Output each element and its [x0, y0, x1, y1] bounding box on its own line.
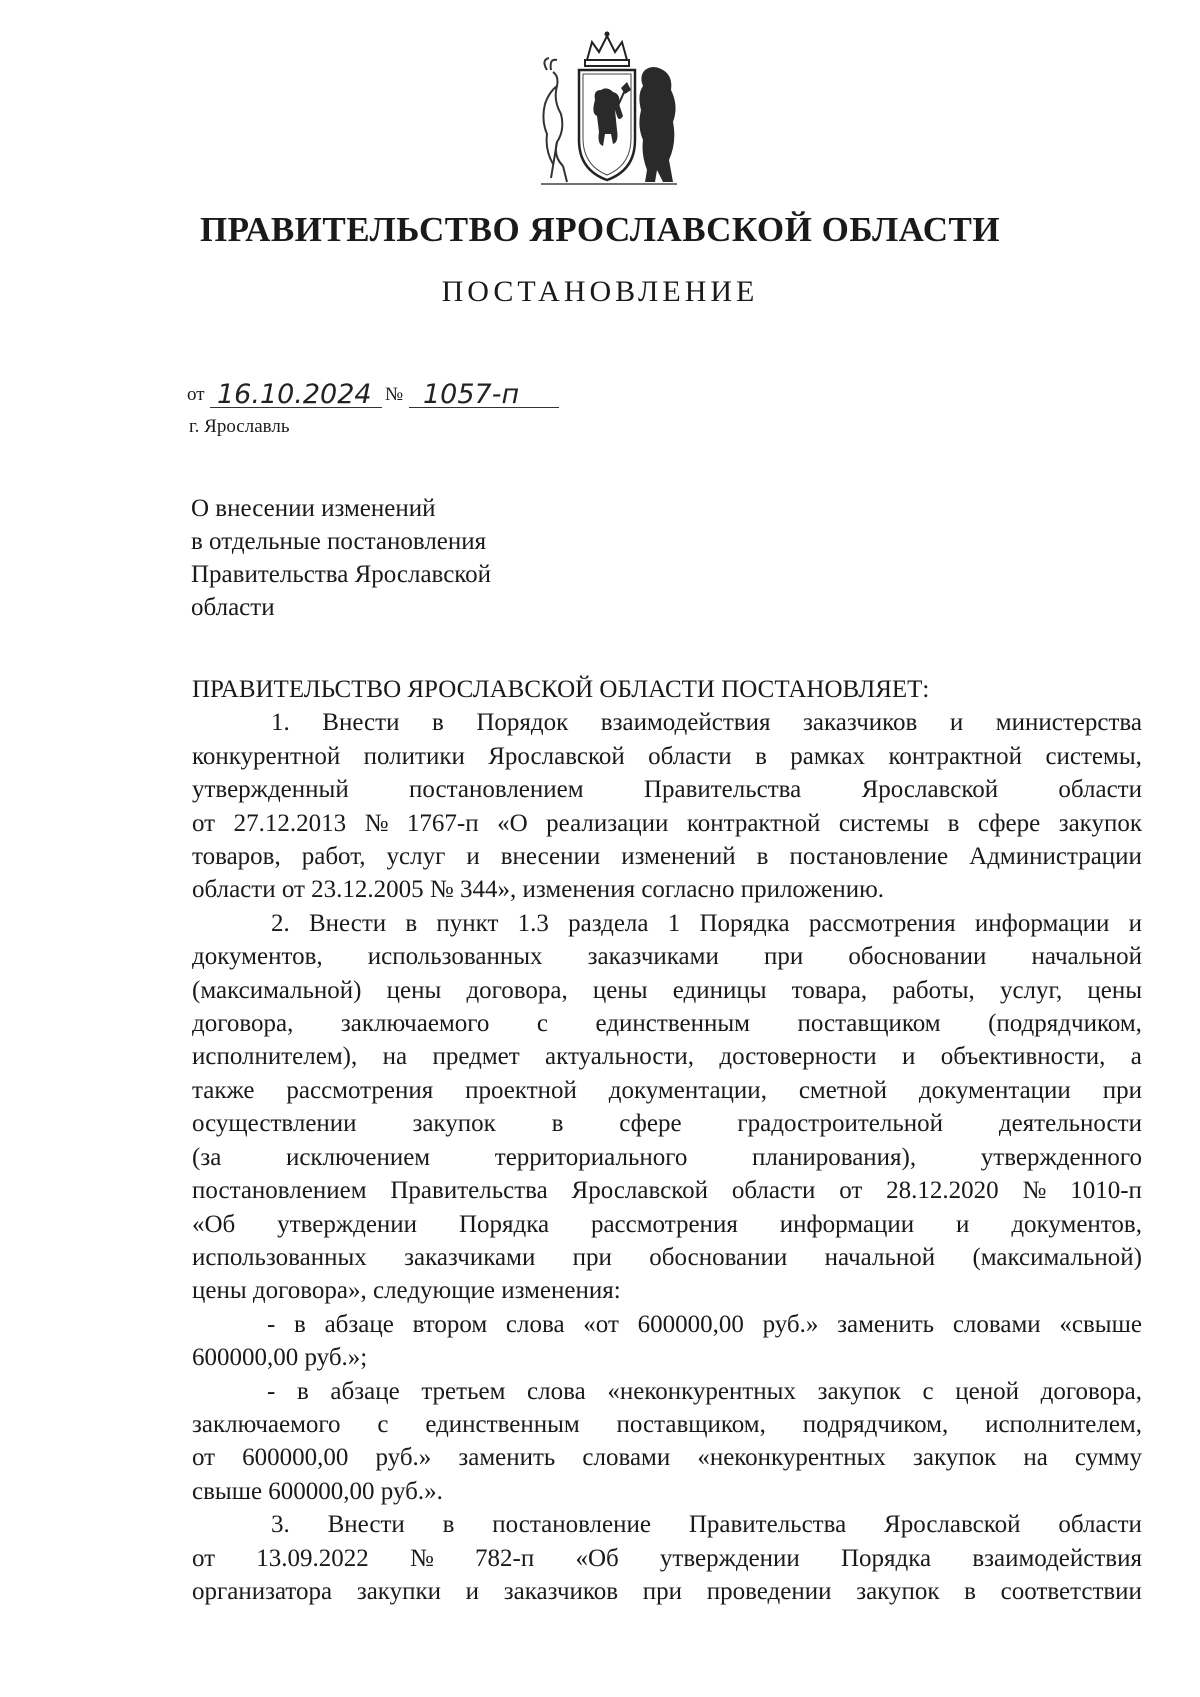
word: Внести: [322, 709, 400, 737]
body-line: [192, 940, 1142, 973]
word: словами: [582, 1444, 671, 1472]
word: заключаемого: [340, 1010, 490, 1038]
word: с: [922, 1377, 934, 1405]
word: на: [1023, 1444, 1048, 1472]
word: в: [755, 742, 767, 770]
word: Порядка: [699, 909, 790, 937]
body-line: [192, 1508, 1142, 1541]
body-line: [192, 1141, 1142, 1174]
word: заключаемого: [192, 1410, 341, 1438]
word: Администрации: [969, 843, 1142, 871]
word: постановлением: [409, 776, 584, 804]
word: проведении: [706, 1577, 832, 1605]
document-type: ПОСТАНОВЛЕНИЕ: [441, 275, 759, 308]
word: взаимодействия: [600, 709, 771, 737]
word: области: [1058, 1511, 1142, 1539]
city-label: г. Ярославль: [189, 416, 290, 437]
word: использованных: [192, 1243, 367, 1271]
word: единицы: [672, 976, 767, 1004]
word: -: [267, 1310, 276, 1338]
word: руб.»: [375, 1444, 432, 1472]
word: постановление: [492, 1511, 651, 1539]
word: 13.09.2022: [256, 1544, 369, 1572]
body-line: [192, 807, 1142, 840]
coat-of-arms-emblem: [527, 30, 687, 190]
word: слова: [505, 1310, 565, 1338]
word: Ярославской: [884, 1511, 1021, 1539]
word: цены: [592, 976, 648, 1004]
decree-heading: ПРАВИТЕЛЬСТВО ЯРОСЛАВСКОЙ ОБЛАСТИ ПОСТАНОВЛЯЕТ:: [192, 676, 930, 703]
word: при: [1102, 1076, 1142, 1104]
word: третьем: [421, 1377, 506, 1405]
word: информации: [974, 909, 1110, 937]
word: заказчиков: [802, 709, 918, 737]
word: слова: [527, 1377, 586, 1405]
body-line: [192, 1308, 1142, 1341]
word: «О: [497, 809, 528, 837]
word: №: [1022, 1177, 1047, 1205]
body-line: [192, 1174, 1142, 1207]
body-line: 600000,00 руб.»;: [192, 1344, 368, 1372]
word: Правительства: [390, 1177, 548, 1205]
word: (максимальной): [972, 1243, 1142, 1271]
word: в: [294, 1310, 306, 1338]
word: области: [648, 742, 732, 770]
date-prefix: от: [187, 384, 205, 405]
word: Порядка: [458, 1210, 550, 1238]
word: соответствии: [1000, 1577, 1142, 1605]
word: рассмотрения: [286, 1076, 434, 1104]
word: с: [377, 1410, 389, 1438]
word: цены: [386, 976, 442, 1004]
word: также: [192, 1076, 255, 1104]
body-line: [192, 840, 1142, 873]
word: утвержденного: [980, 1143, 1142, 1171]
word: и: [949, 709, 964, 737]
word: (максимальной): [192, 976, 362, 1004]
word: пункт: [436, 909, 499, 937]
word: контрактной: [888, 742, 1023, 770]
word: контрактной: [686, 809, 821, 837]
word: и: [466, 843, 480, 871]
word: Порядок: [476, 709, 569, 737]
word: Ярославской: [861, 776, 999, 804]
word: исполнителем),: [192, 1043, 358, 1071]
word: проектной: [465, 1076, 577, 1104]
word: «свыше: [1059, 1310, 1142, 1338]
word: единственным: [595, 1010, 750, 1038]
word: области: [1058, 776, 1142, 804]
word: при: [642, 1577, 683, 1605]
word: сфере: [619, 1110, 682, 1138]
word: системы: [838, 809, 930, 837]
word: Ярославской: [571, 1177, 708, 1205]
word: планирования),: [752, 1143, 917, 1171]
word: заказчиками: [587, 943, 719, 971]
word: договора,: [466, 976, 568, 1004]
word: заменить: [458, 1444, 556, 1472]
word: товаров,: [192, 843, 281, 871]
word: абзаце: [324, 1310, 394, 1338]
body-line: [192, 1040, 1142, 1073]
word: 1: [667, 909, 681, 937]
word: 28.12.2020: [886, 1177, 999, 1205]
word: исключением: [285, 1143, 431, 1171]
word: договора,: [1040, 1377, 1142, 1405]
word: «от: [583, 1310, 619, 1338]
word: Ярославской: [488, 742, 625, 770]
word: достоверности: [719, 1043, 877, 1071]
word: работы,: [892, 976, 975, 1004]
word: и: [901, 1043, 916, 1071]
word: системы,: [1045, 742, 1142, 770]
subject-line: Правительства Ярославской: [191, 561, 492, 588]
word: 1.: [271, 709, 290, 737]
word: конкурентной: [192, 742, 341, 770]
word: 1.3: [517, 909, 549, 937]
body-line: [192, 1408, 1142, 1441]
word: территориального: [494, 1143, 688, 1171]
word: документации,: [608, 1076, 767, 1104]
word: 1010-п: [1070, 1177, 1142, 1205]
word: осуществлении: [192, 1110, 357, 1138]
word: утвержденный: [192, 776, 349, 804]
word: в: [947, 809, 960, 837]
word: градостроительной: [737, 1110, 943, 1138]
word: абзаце: [330, 1377, 400, 1405]
word: и: [956, 1210, 970, 1238]
word: «Об: [192, 1210, 236, 1238]
word: реализации: [546, 809, 669, 837]
word: утверждении: [277, 1210, 418, 1238]
word: Порядка: [841, 1544, 932, 1572]
word: от: [192, 809, 216, 837]
word: работ,: [301, 843, 366, 871]
word: подрядчиком,: [802, 1410, 949, 1438]
word: в: [432, 709, 444, 737]
organization-title: ПРАВИТЕЛЬСТВО ЯРОСЛАВСКОЙ ОБЛАСТИ: [199, 210, 1001, 249]
body-line: [192, 974, 1142, 1007]
date-number-line: [187, 372, 607, 412]
body-line: [192, 1542, 1142, 1575]
subject-line: О внесении изменений: [191, 495, 436, 522]
word: сметной: [798, 1076, 888, 1104]
body-line: [192, 1007, 1142, 1040]
word: объективности,: [940, 1043, 1106, 1071]
word: Внести: [327, 1511, 405, 1539]
word: от: [192, 1444, 216, 1472]
word: области: [731, 1177, 816, 1205]
word: 600000,00: [637, 1310, 744, 1338]
word: Правительства: [643, 776, 802, 804]
word: в: [442, 1511, 455, 1539]
word: в: [296, 1377, 309, 1405]
word: взаимодействия: [972, 1544, 1142, 1572]
number-prefix: №: [385, 384, 404, 405]
word: при: [572, 1243, 612, 1271]
body-line: [192, 1441, 1142, 1474]
word: (за: [192, 1143, 222, 1171]
word: деятельности: [998, 1110, 1142, 1138]
word: 600000,00: [242, 1444, 349, 1472]
word: договора,: [192, 1010, 294, 1038]
body-line: [192, 1575, 1142, 1608]
word: словами: [952, 1310, 1041, 1338]
word: 1767-п: [406, 809, 479, 837]
body-line: [192, 773, 1142, 806]
word: в: [964, 1577, 976, 1605]
word: исполнителем,: [985, 1410, 1142, 1438]
word: заказчиками: [404, 1243, 536, 1271]
word: закупок: [817, 1377, 901, 1405]
word: информации: [779, 1210, 915, 1238]
body-line: цены договора», следующие изменения:: [192, 1277, 621, 1305]
word: внесении: [500, 843, 601, 871]
word: при: [763, 943, 804, 971]
word: рамках: [790, 742, 866, 770]
word: 782-п: [475, 1544, 535, 1572]
word: а: [1130, 1043, 1142, 1071]
body-line: [192, 907, 1142, 940]
word: документации: [918, 1076, 1071, 1104]
body-line: свыше 600000,00 руб.».: [192, 1477, 443, 1505]
handwritten-date: 16.10.2024: [217, 379, 372, 410]
word: министерства: [995, 709, 1142, 737]
word: товара,: [791, 976, 868, 1004]
word: цены: [1087, 976, 1142, 1004]
body-line: [192, 1208, 1142, 1241]
word: «Об: [575, 1544, 619, 1572]
word: в: [756, 843, 769, 871]
word: №: [364, 809, 389, 837]
body-line: области от 23.12.2005 № 344», изменения согласно приложению.: [192, 876, 885, 904]
word: рассмотрения: [590, 1210, 738, 1238]
word: в: [551, 1110, 564, 1138]
word: утверждении: [659, 1544, 800, 1572]
word: закупок: [1058, 809, 1142, 837]
word: закупки: [356, 1577, 441, 1605]
word: (подрядчиком,: [988, 1010, 1142, 1038]
word: изменений: [621, 843, 736, 871]
word: от: [839, 1177, 863, 1205]
word: руб.»: [762, 1310, 819, 1338]
word: политики: [363, 742, 465, 770]
subject-line: в отдельные постановления: [191, 528, 487, 555]
word: -: [267, 1377, 276, 1405]
word: заменить: [837, 1310, 935, 1338]
word: закупок: [856, 1577, 940, 1605]
word: Правительства: [688, 1511, 847, 1539]
word: сфере: [977, 809, 1041, 837]
word: обосновании: [848, 943, 987, 971]
word: 2.: [271, 909, 290, 937]
word: поставщиком: [797, 1010, 941, 1038]
word: в: [405, 909, 418, 937]
word: 27.12.2013: [233, 809, 347, 837]
body-line: [192, 1074, 1142, 1107]
word: 3.: [271, 1511, 290, 1539]
word: на: [382, 1043, 408, 1071]
body-line: [192, 740, 1142, 773]
body-line: [192, 1375, 1142, 1408]
word: закупок: [912, 1444, 997, 1472]
body-line: [192, 1241, 1142, 1274]
word: поставщиком,: [616, 1410, 766, 1438]
word: услуг,: [999, 976, 1063, 1004]
word: использованных: [367, 943, 543, 971]
word: и: [465, 1577, 480, 1605]
word: рассмотрения: [808, 909, 956, 937]
word: актуальности,: [545, 1043, 695, 1071]
word: от: [192, 1544, 216, 1572]
subject-line: области: [191, 594, 275, 621]
word: «неконкурентных: [607, 1377, 796, 1405]
word: единственным: [425, 1410, 580, 1438]
word: документов,: [1011, 1210, 1142, 1238]
word: закупок: [412, 1110, 496, 1138]
handwritten-number: 1057-п: [423, 379, 520, 410]
document-body: [192, 673, 1142, 1608]
word: документов,: [192, 943, 323, 971]
word: услуг: [386, 843, 446, 871]
document-subject: [191, 492, 491, 624]
word: обосновании: [649, 1243, 788, 1271]
word: втором: [412, 1310, 488, 1338]
word: «неконкурентных: [697, 1444, 886, 1472]
word: организатора: [192, 1577, 333, 1605]
word: начальной: [824, 1243, 936, 1271]
word: №: [409, 1544, 434, 1572]
word: с: [536, 1010, 549, 1038]
word: раздела: [568, 909, 649, 937]
word: предмет: [432, 1043, 520, 1071]
word: постановление: [789, 843, 949, 871]
word: Внести: [308, 909, 387, 937]
word: ценой: [955, 1377, 1020, 1405]
word: начальной: [1031, 943, 1142, 971]
word: постановлением: [192, 1177, 367, 1205]
word: сумму: [1074, 1444, 1142, 1472]
body-line: [192, 1107, 1142, 1140]
word: заказчиков: [503, 1577, 619, 1605]
body-line: [192, 706, 1142, 739]
word: и: [1128, 909, 1142, 937]
